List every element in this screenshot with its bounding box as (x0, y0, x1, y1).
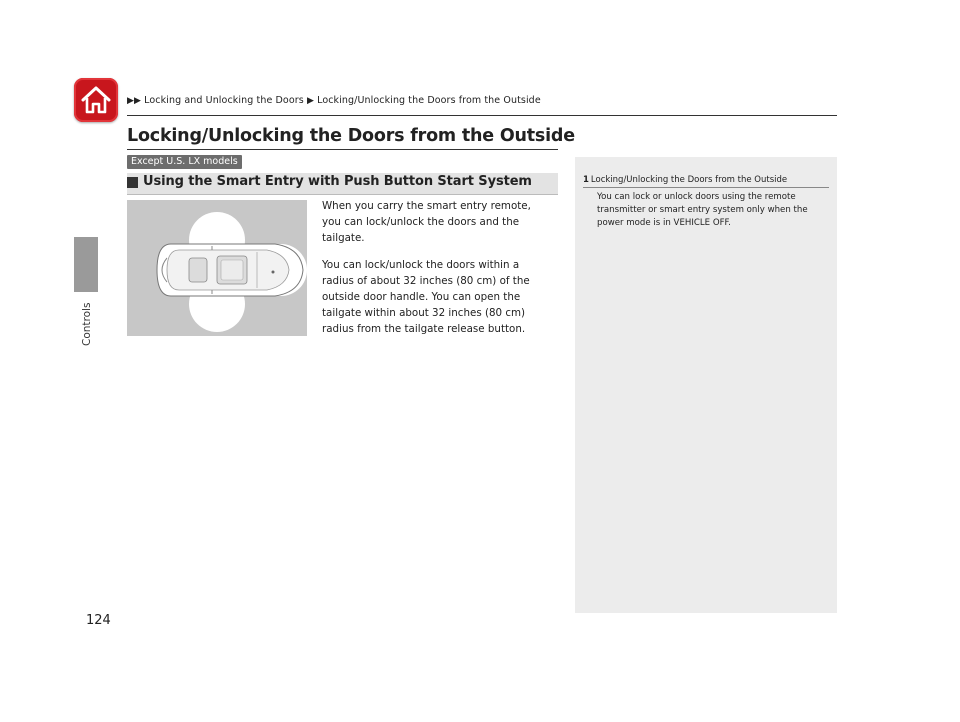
note-body: You can lock or unlock doors using the remote transmitter or smart entry system only when the power mode is in VEHICLE OFF. (597, 192, 808, 228)
section-heading-text: Using the Smart Entry with Push Button Start System (143, 174, 532, 189)
side-note (575, 157, 837, 613)
header-divider (127, 115, 837, 116)
breadcrumb-link-locking-unlocking[interactable]: Locking and Unlocking the Doors (144, 95, 304, 106)
chapter-label[interactable]: Controls (81, 302, 93, 346)
home-icon (80, 84, 112, 116)
section-heading (127, 173, 558, 195)
note-marker: 1 (583, 175, 589, 185)
note-title (583, 175, 787, 185)
chapter-tab-marker (74, 237, 98, 292)
body-paragraph: You can lock/unlock the doors within a radius of about 32 inches (80 cm) of the outside door handle. You can open the tailgate within about 32 inches (80 cm) radius from the tailgate release button. (322, 259, 530, 335)
model-badge: Except U.S. LX models (127, 155, 242, 169)
smart-entry-range-illustration (127, 200, 307, 336)
note-divider (583, 187, 829, 188)
triangle-right-icon: ▶ (306, 96, 314, 106)
body-text (322, 199, 552, 349)
page-title: Locking/Unlocking the Doors from the Outside (127, 126, 575, 146)
title-divider (127, 149, 558, 150)
page-number: 124 (86, 613, 111, 628)
breadcrumb-current[interactable]: Locking/Unlocking the Doors from the Outside (317, 95, 541, 106)
square-bullet-icon (127, 177, 138, 188)
car-top-view-icon (127, 200, 307, 336)
home-button[interactable] (74, 78, 118, 122)
triangle-right-icon: ▶▶ (127, 96, 142, 106)
body-paragraph: When you carry the smart entry remote, you can lock/unlock the doors and the tailgate. (322, 200, 531, 244)
note-title-text: Locking/Unlocking the Doors from the Outside (590, 175, 788, 185)
breadcrumb (127, 95, 541, 106)
